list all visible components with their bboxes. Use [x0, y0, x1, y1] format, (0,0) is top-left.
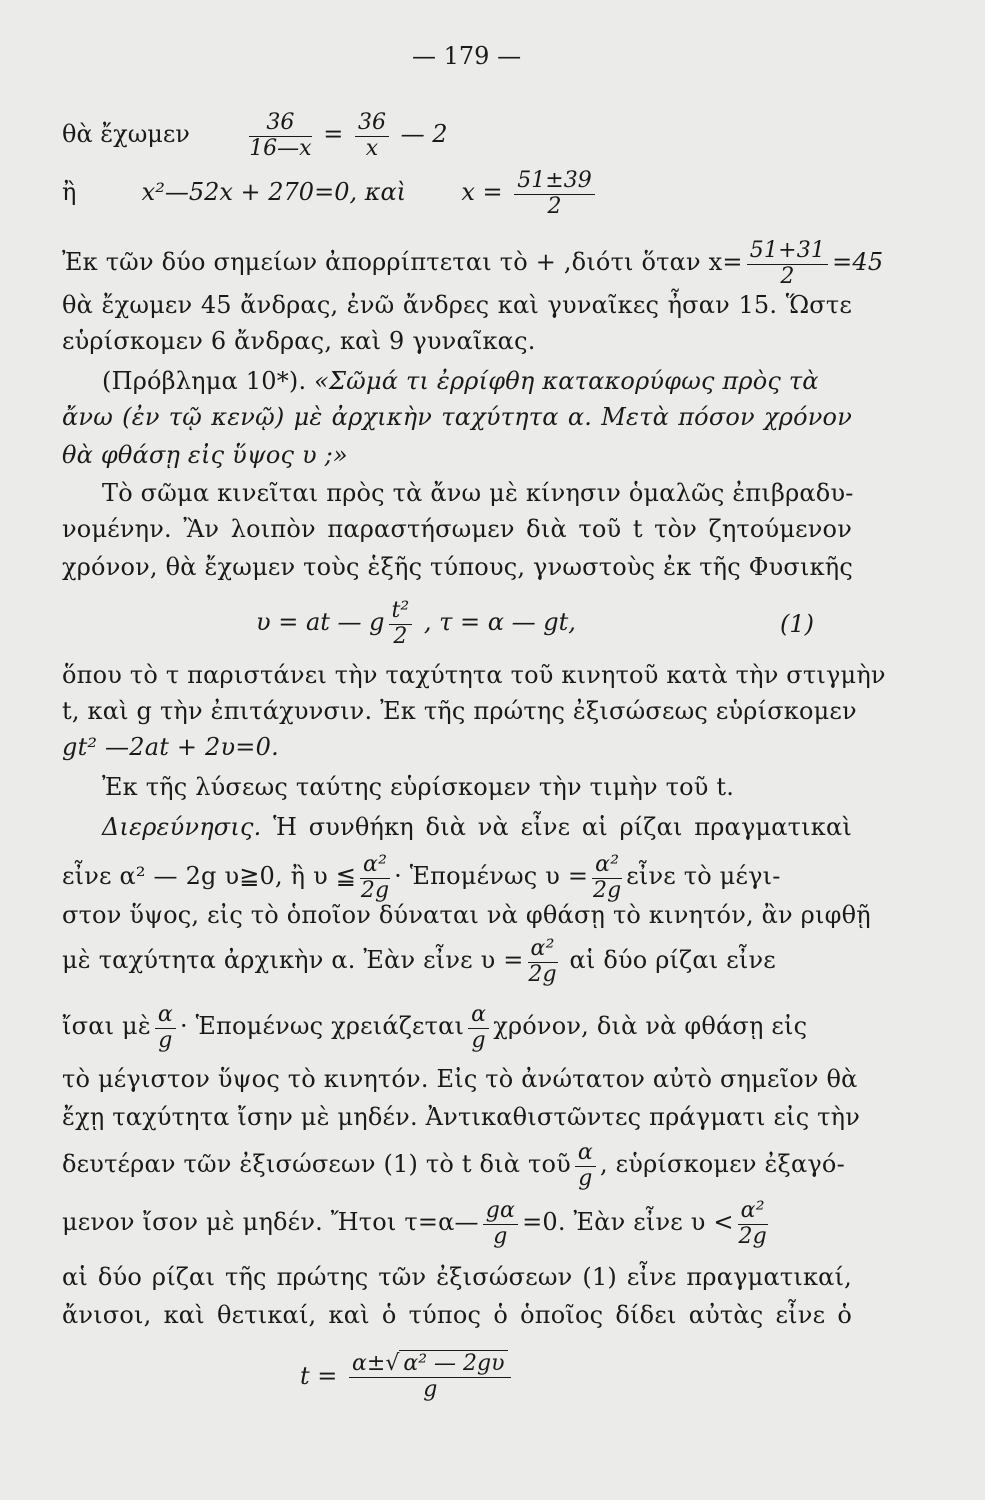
line-1-text: Ἐκ τῶν δύο σημείων ἀπορρίπτεται τὸ + ,διότι ὅταν x= [62, 248, 743, 276]
line-15-den-2: 2g [592, 878, 622, 903]
formula-1-den: 2 [393, 624, 408, 649]
line-15-num-1: α² [360, 852, 390, 879]
text-line-3: εὑρίσκομεν 6 ἄνδρας, καὶ 9 γυναῖκας. [62, 327, 536, 355]
text-line-17 [62, 936, 852, 987]
eq2-frac-den: 2 [547, 194, 562, 219]
formula-1-num: t² [389, 598, 413, 625]
line-15-part-c: εἶνε τὸ μέγι- [626, 862, 781, 890]
text-line-23: αἱ δύο ρίζαι τῆς πρώτης τῶν ἐξισώσεων (1) εἶνε πραγματικαί, [62, 1263, 852, 1291]
line-15-fraction-1 [360, 852, 390, 903]
equation-1 [62, 110, 448, 161]
discussion-heading: Διερεύνησις. [102, 813, 262, 841]
page-number: — 179 — [412, 42, 522, 70]
formula-1-tag: (1) [780, 610, 814, 638]
formula-final [300, 1350, 515, 1402]
eq1-rest: — 2 [400, 120, 448, 148]
text-line-5: ἄνω (ἐν τῷ κενῷ) μὲ ἀρχικὴν ταχύτητα α. Μετὰ πόσον χρόνον [62, 403, 852, 431]
text-line-8: νομένην. Ἂν λοιπὸν παραστήσωμεν διὰ τοῦ t τὸν ζητούμενον [62, 515, 852, 543]
line-18-fraction-1 [155, 1002, 176, 1053]
discussion-start: Ἡ συνθήκη διὰ νὰ εἶνε αἱ ρίζαι πραγματικαὶ [273, 813, 852, 841]
line-17-num: α² [528, 936, 558, 963]
equation-2 [62, 168, 599, 219]
line-22-num-2: α² [738, 1198, 768, 1225]
line-22-den-1: g [493, 1224, 508, 1249]
formula-1-fraction [389, 598, 413, 649]
eq2-fraction [514, 168, 594, 219]
formula-final-root: α² — 2gυ [399, 1350, 508, 1377]
text-line-24: ἄνισοι, καὶ θετικαί, καὶ ὁ τύπος ὁ ὁποῖος δίδει αὐτὰς εἶνε ὁ [62, 1301, 852, 1329]
eq1-frac1-num: 36 [249, 110, 311, 137]
eq2-lead: ἢ [62, 178, 77, 206]
text-line-22 [62, 1198, 852, 1249]
line-17-part-a: μὲ ταχύτητα ἀρχικὴν α. Ἐὰν εἶνε υ = [62, 946, 524, 974]
text-line-9: χρόνον, θὰ ἔχωμεν τοὺς ἑξῆς τύπους, γνωστοὺς ἐκ τῆς Φυσικῆς [62, 553, 854, 581]
text-line-4 [102, 366, 852, 396]
line-1-frac-den: 2 [780, 264, 795, 289]
line-18-num-2: α [468, 1002, 489, 1029]
line-17-part-b: αἱ δύο ρίζαι εἶνε [569, 946, 776, 974]
line-15-part-b: · Ἑπομένως υ = [394, 862, 589, 890]
eq2-expr: x²—52x + 270=0, καὶ [141, 178, 407, 206]
line-22-fraction-2 [738, 1198, 768, 1249]
line-22-num-1: gα [483, 1198, 518, 1225]
text-line-10: ὅπου τὸ τ παριστάνει τὴν ταχύτητα τοῦ κινητοῦ κατὰ τὴν στιγμὴν [62, 661, 886, 689]
line-21-den: g [578, 1166, 593, 1191]
text-line-15 [62, 852, 852, 903]
line-21-num: α [575, 1140, 596, 1167]
line-1-fraction [747, 238, 828, 289]
line-22-den-2: 2g [738, 1224, 767, 1249]
text-line-1 [62, 238, 884, 289]
text-line-11: t, καὶ g τὴν ἐπιτάχυνσιν. Ἐκ τῆς πρώτης ἐξισώσεως εὑρίσκομεν [62, 697, 857, 725]
line-15-fraction-2 [592, 852, 622, 903]
formula-final-den: g [423, 1377, 438, 1402]
formula-1-lhs: υ = at — g [256, 608, 385, 636]
line-15-num-2: α² [592, 852, 622, 879]
eq2-frac-num: 51±39 [514, 168, 594, 195]
text-line-21 [62, 1140, 852, 1191]
text-line-20: ἔχῃ ταχύτητα ἴσην μὲ μηδέν. Ἀντικαθιστῶντες πράγματι εἰς τὴν [62, 1103, 861, 1131]
eq1-fraction-1 [249, 110, 311, 161]
text-line-19: τὸ μέγιστον ὕψος τὸ κινητόν. Εἰς τὸ ἀνώτατον αὐτὸ σημεῖον θὰ [62, 1065, 858, 1093]
eq1-frac1-den: 16—x [249, 136, 312, 161]
text-line-16: στον ὕψος, εἰς τὸ ὁποῖον δύναται νὰ φθάσῃ τὸ κινητόν, ἂν ριφθῇ [62, 901, 871, 929]
line-18-part-c: χρόνον, διὰ νὰ φθάσῃ εἰς [493, 1012, 808, 1040]
eq1-lead: θὰ ἔχωμεν [62, 120, 190, 148]
formula-1-mid: , τ = α — gt, [423, 608, 576, 636]
line-18-part-a: ἴσαι μὲ [62, 1012, 151, 1040]
formula-1 [256, 598, 576, 649]
line-17-den: 2g [528, 962, 557, 987]
line-21-part-a: δευτέραν τῶν ἐξισώσεων (1) τὸ t διὰ τοῦ [62, 1150, 571, 1178]
text-line-18 [62, 1002, 852, 1053]
line-22-part-a: μενον ἴσον μὲ μηδέν. Ἤτοι τ=α— [62, 1208, 479, 1236]
line-1-end: =45 [832, 248, 884, 276]
eq1-fraction-2 [355, 110, 389, 161]
text-line-7: Τὸ σῶμα κινεῖται πρὸς τὰ ἄνω μὲ κίνησιν ὁμαλῶς ἐπιβραδυ- [102, 479, 854, 507]
eq1-frac2-num: 36 [355, 110, 389, 137]
line-21-part-b: , εὑρίσκομεν ἐξαγό- [599, 1150, 845, 1178]
line-15-den-1: 2g [360, 878, 390, 903]
text-line-14 [102, 812, 852, 842]
eq1-frac2-den: x [365, 136, 379, 161]
line-18-den-1: g [158, 1028, 173, 1053]
problem-statement-start: «Σῶμά τι ἐρρίφθη κατακορύφως πρὸς τὰ [314, 367, 819, 395]
line-22-part-b: =0. Ἐὰν εἶνε υ < [522, 1208, 734, 1236]
formula-final-fraction [349, 1350, 511, 1402]
eq1-equals: = [323, 120, 344, 148]
line-18-num-1: α [155, 1002, 176, 1029]
line-1-frac-num: 51+31 [747, 238, 828, 265]
text-line-13: Ἐκ τῆς λύσεως ταύτης εὑρίσκομεν τὴν τιμὴν τοῦ t. [102, 773, 735, 801]
text-line-12: gt² —2at + 2υ=0. [62, 733, 279, 761]
line-15-part-a: εἶνε α² — 2g υ≧0, ἢ υ ≦ [62, 862, 357, 890]
line-18-den-2: g [471, 1028, 486, 1053]
formula-final-lhs: t = [300, 1362, 338, 1390]
eq2-x-eq: x = [461, 178, 503, 206]
line-18-fraction-2 [468, 1002, 489, 1053]
line-22-fraction-1 [483, 1198, 518, 1249]
line-17-fraction [528, 936, 558, 987]
line-21-fraction [575, 1140, 596, 1191]
formula-final-num-a: α±√ [352, 1351, 400, 1376]
text-line-2: θὰ ἔχωμεν 45 ἄνδρας, ἐνῶ ἄνδρες καὶ γυναῖκες ἦσαν 15. Ὥστε [62, 291, 852, 319]
formula-final-num [349, 1350, 511, 1378]
line-18-part-b: · Ἑπομένως χρειάζεται [179, 1012, 465, 1040]
text-line-6: θὰ φθάσῃ εἰς ὕψος υ ;» [62, 441, 348, 469]
problem-label: (Πρόβλημα 10*). [102, 367, 307, 395]
